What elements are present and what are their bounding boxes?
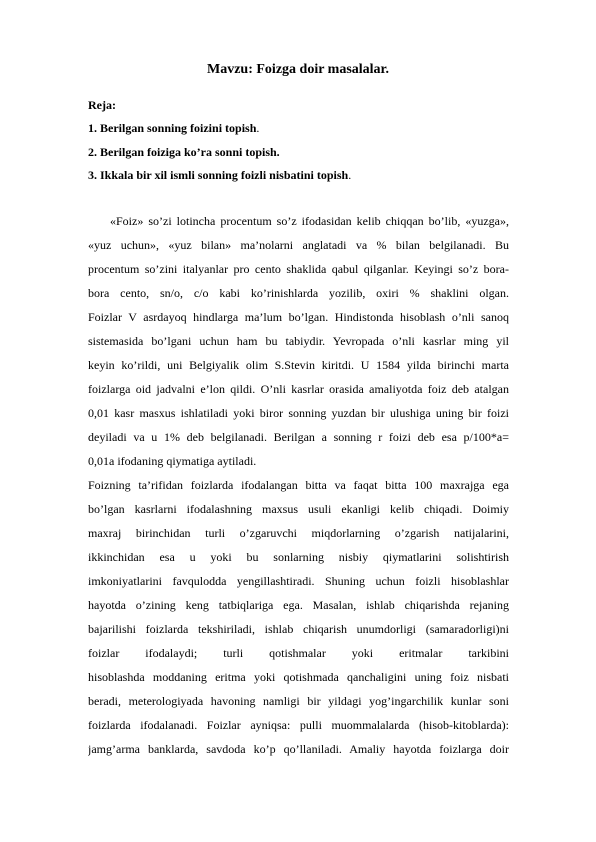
paragraph-line: hayotda o’zining keng tatbiqlariga ega. Masalan, ishlab chiqarishda rejaning (88, 598, 509, 612)
paragraph-line: maxraj birinchidan turli o’zgaruvchi miqdorlarning o’zgarish natijalarini, (88, 526, 509, 540)
plan-item-2 (88, 145, 280, 159)
paragraph-line: bora cento, sn/o, c/o kabi ko’rinishlarda yozilib, oxiri % shaklini olgan. (88, 286, 509, 300)
paragraph-line: «yuz uchun», «yuz bilan» ma’nolarni anglatadi va % bilan belgilanadi. Bu (88, 238, 509, 252)
paragraph-line: 0,01a ifodaning qiymatiga aytiladi. (88, 454, 257, 468)
paragraph-line: «Foiz» so’zi lotincha procentum so’z ifodasidan kelib chiqqan bo’lib, «yuzga», (110, 214, 509, 228)
page-title: Mavzu: Foizga doir masalalar. (207, 62, 389, 77)
paragraph-line: bajarilishi foizlarda tekshiriladi, ishlab chiqarish unumdorligi (samaradorligi)ni (88, 622, 509, 636)
plan-item-tail: . (256, 121, 260, 135)
plan-item-1 (88, 121, 259, 135)
paragraph-line: bo’lgan kasrlarni ifodalashning maxsus usuli ekanligi kelib chiqadi. Doimiy (88, 502, 509, 516)
plan-item-3 (88, 168, 351, 182)
paragraph-line: procentum so’zini italyanlar pro cento shaklida qabul qilganlar. Keyingi so’z bora- (88, 262, 509, 276)
paragraph-line: foizlarda ifodalanadi. Foizlar ayniqsa: pulli muommalalarda (hisob-kitoblarda): (88, 718, 509, 732)
plan-heading: Reja: (88, 98, 116, 112)
paragraph-line: 0,01 kasr masxus ishlatiladi yoki biror sonning yuzdan bir ulushiga uning bir foizi (88, 406, 509, 420)
paragraph-line: Foizning ta’rifidan foizlarda ifodalangan bitta va faqat bitta 100 maxrajga ega (88, 478, 509, 492)
paragraph-line: jamg’arma banklarda, savdoda ko’p qo’llaniladi. Amaliy hayotda foizlarga doir (88, 742, 509, 756)
paragraph-line: foizlar ifodalaydi; turli qotishmalar yoki eritmalar tarkibini (88, 646, 509, 660)
plan-item-text: 3. Ikkala bir xil ismli sonning foizli nisbatini topish (88, 168, 349, 182)
paragraph-line: ikkinchidan esa u yoki bu sonlarning nisbiy qiymatlarini solishtirish (88, 550, 509, 564)
plan-item-text: 1. Berilgan sonning foizini topish (88, 121, 257, 135)
paragraph-line: keyin ko’rildi, uni Belgiyalik olim S.Stevin kiritdi. U 1584 yilda birinchi marta (88, 358, 509, 372)
plan-item-text: 2. Berilgan foiziga ko’ra sonni topish. (88, 145, 280, 159)
paragraph-line: Foizlar V asrdayoq hindlarga ma’lum bo’lgan. Hindistonda hisoblash o’nli sanoq (88, 310, 509, 324)
paragraph-line: sistemasida bo’lgani uchun ham bu tabiydir. Yevropada o’nli kasrlar ming yil (88, 334, 509, 348)
paragraph-line: hisoblashda moddaning eritma yoki qotishmada qanchaligini uning foiz nisbati (88, 670, 509, 684)
paragraph-line: beradi, meterologiyada havoning namligi bir yildagi yog’ingarchilik kunlar soni (88, 694, 509, 708)
paragraph-line: foizlarga oid jadvalni e’lon qildi. O’nli kasrlar orasida amaliyotda foiz deb atalgan (88, 382, 509, 396)
paragraph-line: imkoniyatlarini favqulodda yengillashtiradi. Shuning uchun foizli hisoblashlar (88, 574, 509, 588)
plan-item-tail: . (348, 168, 352, 182)
paragraph-line: deyiladi va u 1% deb belgilanadi. Berilgan a sonning r foizi deb esa p/100*a= (88, 430, 509, 444)
